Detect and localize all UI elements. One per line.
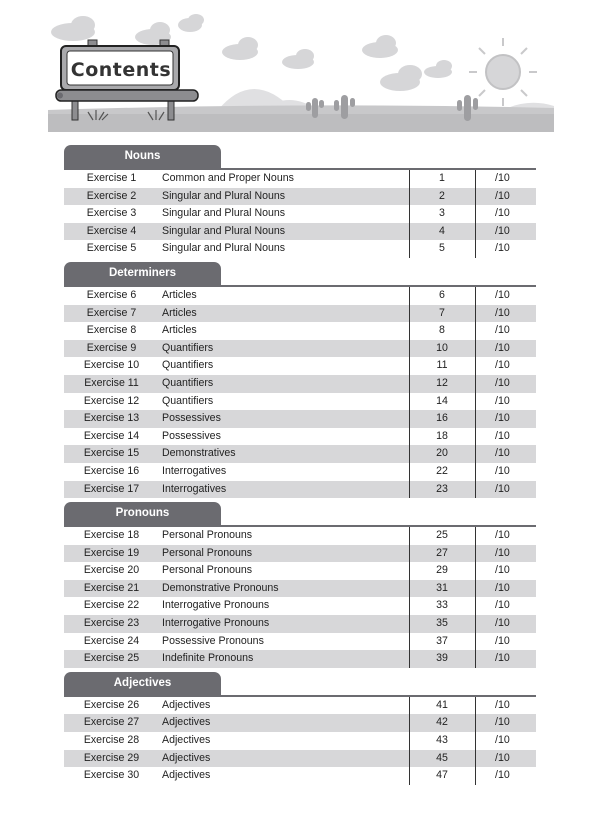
table-row: [64, 410, 536, 428]
page-number: 31: [436, 581, 448, 594]
page-number: 41: [436, 698, 448, 711]
page-title: Contents: [70, 59, 172, 81]
score-field: /10: [495, 464, 510, 477]
exercise-title: Indefinite Pronouns: [162, 652, 254, 665]
score-field: /10: [495, 394, 510, 407]
exercise-label: Exercise 16: [83, 464, 140, 477]
exercise-title: Adjectives: [162, 698, 211, 711]
score-field: /10: [495, 224, 510, 237]
exercise-label: Exercise 24: [83, 634, 140, 647]
exercise-label: Exercise 25: [83, 652, 140, 665]
exercise-label: Exercise 12: [83, 394, 140, 407]
exercise-title: Possessives: [162, 412, 221, 425]
page-number: 39: [436, 652, 448, 665]
table-row: [64, 527, 536, 545]
exercise-label: Exercise 1: [86, 172, 137, 184]
table-row: [64, 633, 536, 651]
page-number: 11: [436, 359, 448, 372]
exercise-label: Exercise 11: [84, 376, 139, 389]
table-row: [64, 170, 536, 188]
section-header: Nouns: [64, 145, 221, 168]
page-number: 25: [436, 529, 448, 542]
exercise-title: Adjectives: [162, 734, 211, 747]
score-field: /10: [495, 359, 510, 372]
exercise-title: Quantifiers: [162, 394, 214, 407]
exercise-label: Exercise 28: [83, 734, 140, 747]
page-number: 37: [436, 634, 448, 647]
score-field: /10: [495, 769, 510, 782]
section-header: Pronouns: [64, 502, 221, 525]
page-number: 7: [439, 306, 445, 319]
column-divider: [475, 697, 476, 785]
exercise-title: Singular and Plural Nouns: [162, 189, 286, 202]
exercise-label: Exercise 30: [83, 769, 140, 782]
column-divider: [475, 287, 476, 498]
score-field: /10: [495, 288, 510, 301]
exercise-label: Exercise 4: [86, 224, 137, 237]
score-field: /10: [495, 634, 510, 647]
exercise-title: Articles: [162, 288, 197, 301]
score-field: /10: [495, 242, 510, 255]
exercise-label: Exercise 20: [83, 564, 140, 577]
exercise-label: Exercise 9: [86, 341, 137, 354]
exercise-title: Singular and Plural Nouns: [162, 207, 286, 220]
cloud-icon: [51, 16, 95, 41]
cloud-icon: [362, 35, 398, 58]
table-row: [64, 732, 536, 750]
section-adjectives: [64, 672, 536, 785]
exercise-label: Exercise 2: [86, 189, 137, 202]
page-number: 18: [436, 429, 448, 442]
table-row: [64, 615, 536, 633]
exercise-label: Exercise 5: [86, 242, 137, 255]
column-divider: [409, 697, 410, 785]
page-number: 6: [439, 288, 445, 301]
score-field: /10: [495, 529, 510, 542]
exercise-label: Exercise 18: [83, 529, 140, 542]
table-row: [64, 240, 536, 258]
table-row: [64, 205, 536, 223]
exercise-label: Exercise 8: [86, 324, 137, 337]
table-row: [64, 650, 536, 668]
table-row: [64, 428, 536, 446]
section-header: Adjectives: [64, 672, 221, 695]
table-row: [64, 562, 536, 580]
page-number: 20: [436, 447, 448, 460]
table-row: [64, 714, 536, 732]
score-field: /10: [495, 716, 510, 729]
table-row: [64, 597, 536, 615]
table-row: [64, 697, 536, 715]
page-number: 8: [439, 324, 445, 337]
score-field: /10: [495, 189, 510, 202]
page-number: 22: [436, 464, 448, 477]
table-row: [64, 481, 536, 499]
exercise-title: Quantifiers: [162, 359, 214, 372]
page-number: 43: [436, 734, 448, 747]
page-number: 16: [436, 412, 448, 425]
exercise-label: Exercise 14: [83, 429, 140, 442]
exercise-title: Interrogatives: [162, 482, 227, 495]
table-row: [64, 223, 536, 241]
score-field: /10: [495, 376, 510, 389]
cloud-icon: [424, 60, 452, 78]
score-field: /10: [495, 482, 510, 495]
exercise-title: Quantifiers: [162, 341, 214, 354]
exercise-title: Adjectives: [162, 769, 211, 782]
exercise-label: Exercise 6: [86, 288, 137, 301]
page-number: 23: [436, 482, 448, 495]
cloud-icon: [282, 49, 314, 69]
page-number: 29: [436, 564, 448, 577]
table-row: [64, 287, 536, 305]
exercise-label: Exercise 10: [83, 359, 140, 372]
page-number: 35: [436, 617, 448, 630]
score-field: /10: [495, 546, 510, 559]
exercise-label: Exercise 19: [83, 546, 140, 559]
page-number: 12: [436, 376, 448, 389]
exercise-title: Adjectives: [162, 716, 211, 729]
page-number: 27: [436, 546, 448, 559]
exercise-title: Interrogatives: [162, 464, 227, 477]
score-field: /10: [495, 429, 510, 442]
page-number: 5: [439, 242, 445, 255]
exercise-label: Exercise 22: [83, 599, 140, 612]
table-row: [64, 545, 536, 563]
exercise-title: Interrogative Pronouns: [162, 599, 270, 612]
score-field: /10: [495, 617, 510, 630]
exercise-label: Exercise 13: [83, 412, 140, 425]
page-number: 47: [436, 769, 448, 782]
table-row: [64, 305, 536, 323]
section-rows: [64, 168, 536, 258]
exercise-title: Demonstrative Pronouns: [162, 581, 279, 594]
score-field: /10: [495, 306, 510, 319]
table-row: [64, 750, 536, 768]
section-nouns: [64, 145, 536, 258]
exercise-label: Exercise 17: [83, 482, 140, 495]
exercise-label: Exercise 26: [83, 698, 140, 711]
section-pronouns: [64, 502, 536, 668]
score-field: /10: [495, 412, 510, 425]
column-divider: [475, 527, 476, 668]
exercise-title: Personal Pronouns: [162, 546, 253, 559]
cloud-icon: [380, 65, 422, 91]
exercise-title: Common and Proper Nouns: [162, 172, 294, 184]
section-header: Determiners: [64, 262, 221, 285]
exercise-title: Personal Pronouns: [162, 529, 253, 542]
exercise-label: Exercise 21: [83, 581, 140, 594]
score-field: /10: [495, 324, 510, 337]
score-field: /10: [495, 564, 510, 577]
score-field: /10: [495, 447, 510, 460]
table-row: [64, 767, 536, 785]
score-field: /10: [495, 581, 510, 594]
section-rows: [64, 695, 536, 785]
table-row: [64, 445, 536, 463]
score-field: /10: [495, 172, 510, 184]
score-field: /10: [495, 698, 510, 711]
exercise-title: Singular and Plural Nouns: [162, 224, 286, 237]
page-number: 4: [439, 224, 445, 237]
score-field: /10: [495, 207, 510, 220]
page-number: 42: [436, 716, 448, 729]
exercise-title: Interrogative Pronouns: [162, 617, 270, 630]
exercise-label: Exercise 23: [83, 617, 140, 630]
exercise-label: Exercise 15: [83, 447, 140, 460]
page-number: 10: [436, 341, 448, 354]
exercise-label: Exercise 29: [83, 751, 140, 764]
score-field: /10: [495, 751, 510, 764]
table-row: [64, 188, 536, 206]
exercise-title: Quantifiers: [162, 376, 214, 389]
exercise-title: Articles: [162, 324, 197, 337]
section-rows: [64, 525, 536, 668]
exercise-label: Exercise 7: [86, 306, 137, 319]
exercise-title: Possessive Pronouns: [162, 634, 264, 647]
score-field: /10: [495, 341, 510, 354]
table-row: [64, 375, 536, 393]
page-number: 3: [439, 207, 445, 220]
sun-icon: [469, 38, 537, 106]
exercise-title: Articles: [162, 306, 197, 319]
exercise-title: Possessives: [162, 429, 221, 442]
cloud-icon: [222, 37, 258, 60]
table-row: [64, 340, 536, 358]
header-banner: [48, 10, 554, 132]
score-field: /10: [495, 599, 510, 612]
column-divider: [409, 287, 410, 498]
column-divider: [409, 170, 410, 258]
table-row: [64, 393, 536, 411]
contents-table: [64, 145, 536, 789]
exercise-title: Singular and Plural Nouns: [162, 242, 286, 255]
exercise-title: Adjectives: [162, 751, 211, 764]
section-determiners: [64, 262, 536, 498]
exercise-title: Demonstratives: [162, 447, 236, 460]
exercise-label: Exercise 27: [83, 716, 140, 729]
table-row: [64, 463, 536, 481]
section-rows: [64, 285, 536, 498]
exercise-label: Exercise 3: [86, 207, 137, 220]
table-row: [64, 322, 536, 340]
page-number: 2: [439, 189, 445, 202]
column-divider: [475, 170, 476, 258]
table-row: [64, 580, 536, 598]
table-row: [64, 357, 536, 375]
column-divider: [409, 527, 410, 668]
exercise-title: Personal Pronouns: [162, 564, 253, 577]
score-field: /10: [495, 652, 510, 665]
page-number: 45: [436, 751, 448, 764]
page-number: 14: [436, 394, 448, 407]
score-field: /10: [495, 734, 510, 747]
page-number: 1: [439, 172, 445, 184]
page-number: 33: [436, 599, 448, 612]
